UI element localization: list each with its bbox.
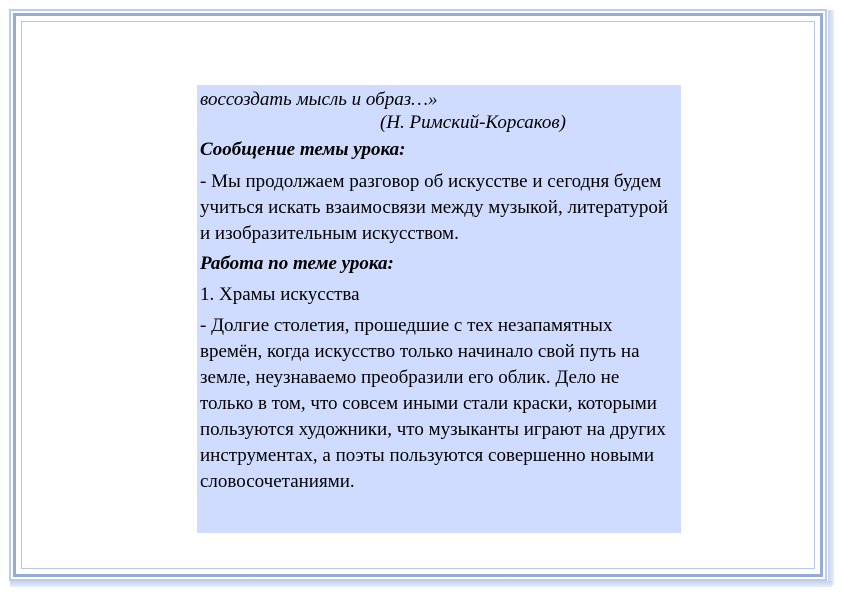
heading-work: Работа по теме урока: [200,253,394,274]
list-item-temples: 1. Храмы искусства [200,284,360,305]
frame-shadow-right [828,10,834,585]
text-box [197,85,681,533]
quote-line: воссоздать мысль и образ…» [200,89,438,110]
heading-topic: Сообщение темы урока: [200,139,406,160]
frame-shadow-bottom [10,581,832,587]
paragraph-temples: - Долгие столетия, прошедшие с тех незапамятных времён, когда искусство только начинало свой путь на земле, неузнаваемо преобразили его облик. Дело не только в том, что совсем иными стали краски, которыми пользуются художники, что музыканты играют на других инструментах, а поэты пользуются совершенно новыми словосочетаниями. [200,315,666,492]
quote-author: (Н. Римский-Корсаков) [380,112,567,133]
paragraph-topic: - Мы продолжаем разговор об искусстве и сегодня будем учиться искать взаимосвязи между музыкой, литературой и изобразительным искусством. [200,171,668,244]
